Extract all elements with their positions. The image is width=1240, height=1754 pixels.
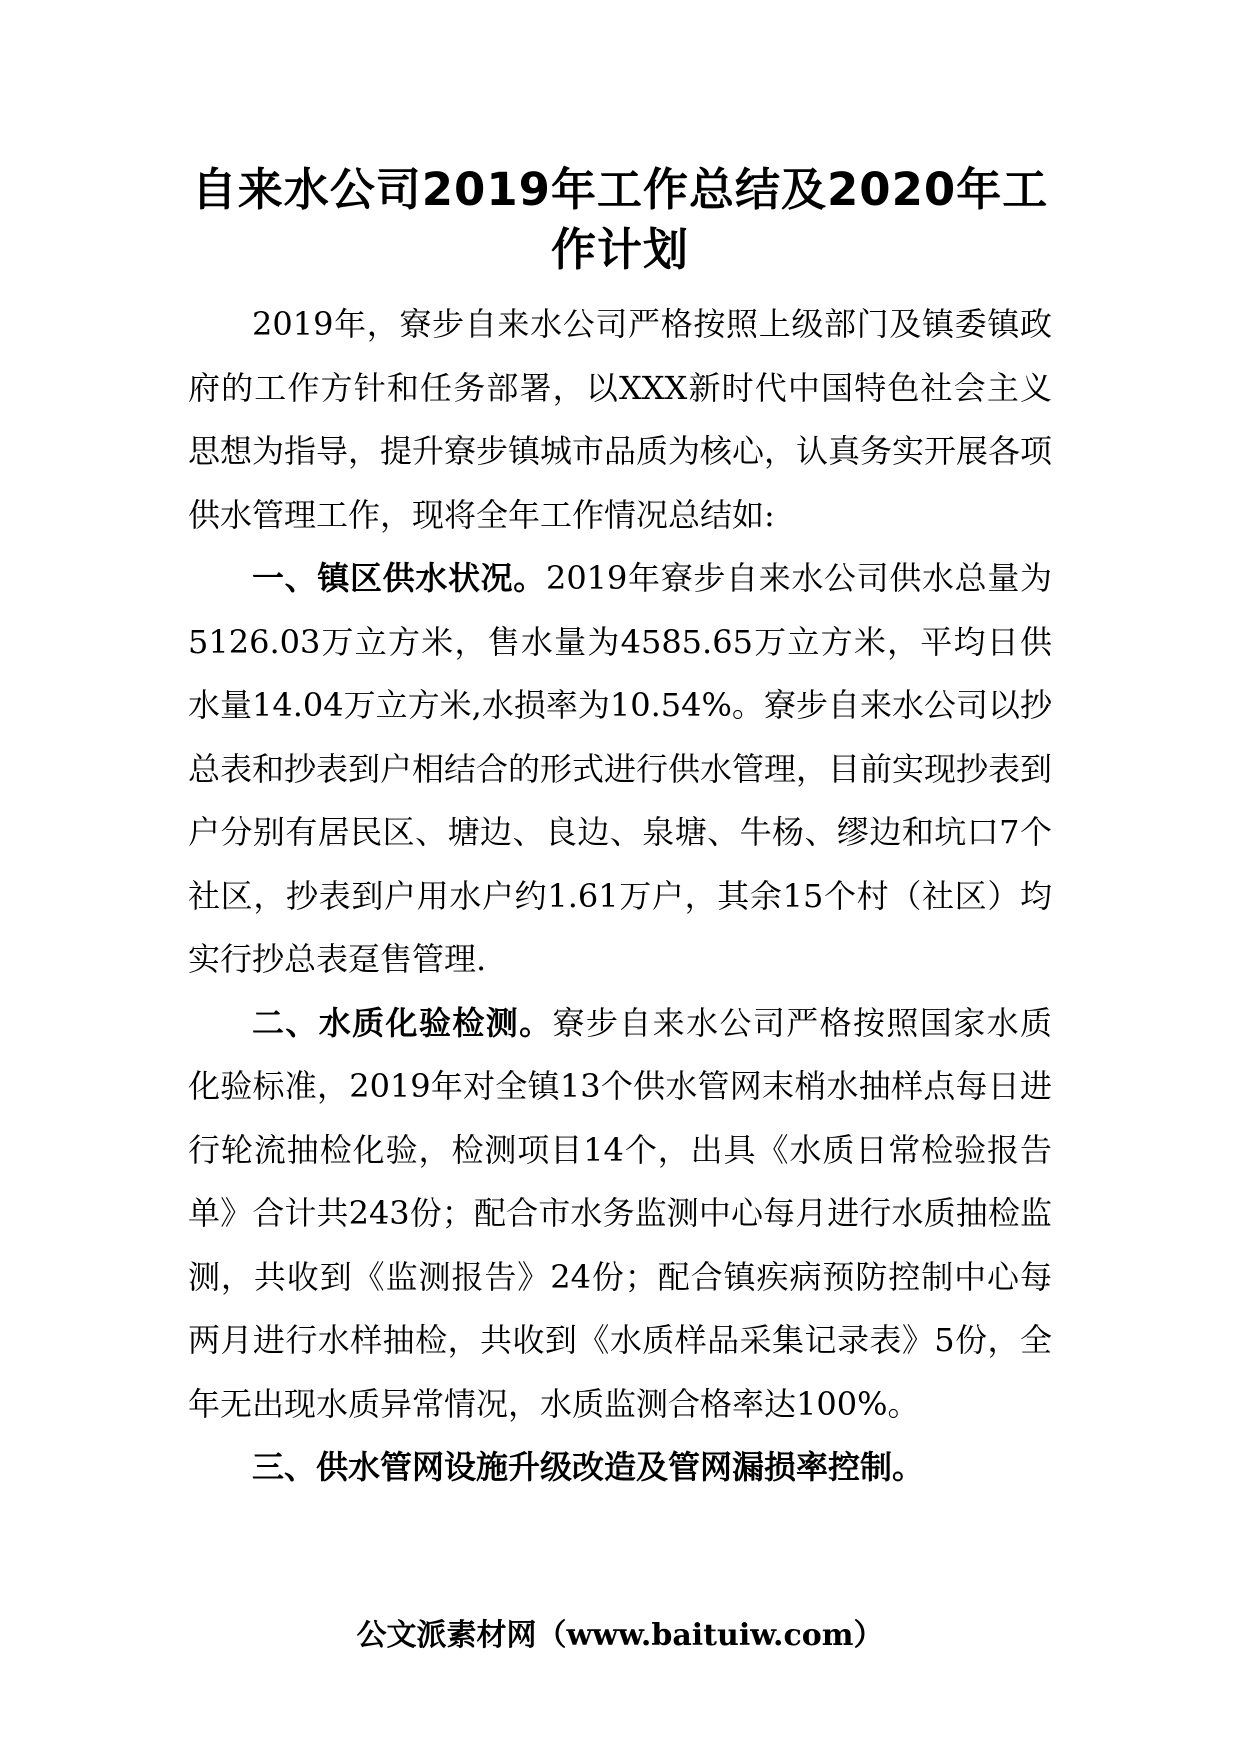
section-paragraph-1 [188, 547, 1052, 992]
section-paragraph-2 [188, 992, 1052, 1437]
document-title: 自来水公司2019年工作总结及2020年工作计划 [191, 163, 1049, 276]
section-heading-3: 三、供水管网设施升级改造及管网漏损率控制。 [252, 1448, 925, 1486]
document-body [188, 293, 1052, 1500]
section-heading-1: 一、镇区供水状况。 [252, 559, 546, 597]
section-text-1: 2019年寮步自来水公司供水总量为5126.03万立方米，售水量为4585.65万立方米，平均日供水量14.04万立方米,水损率为10.54%。寮步自来水公司以抄总表和抄表到户相结合的形式进行供水管理，目前实现抄表到户分别有居民区、塘边、良边、泉塘、牛杨、缪边和坑口7个社区，抄表到户用水户约1.61万户，其余15个村（社区）均实行抄总表趸售管理. [188, 559, 1053, 978]
section-text-2: 寮步自来水公司严格按照国家水质化验标准，2019年对全镇13个供水管网末梢水抽样点每日进行轮流抽检化验，检测项目14个，出具《水质日常检验报告单》合计共243份；配合市水务监测中心每月进行水质抽检监测，共收到《监测报告》24份；配合镇疾病预防控制中心每两月进行水样抽检，共收到《水质样品采集记录表》5份，全年无出现水质异常情况，水质监测合格率达100%。 [188, 1003, 1052, 1423]
intro-paragraph: 2019年，寮步自来水公司严格按照上级部门及镇委镇政府的工作方针和任务部署，以XXX新时代中国特色社会主义思想为指导，提升寮步镇城市品质为核心，认真务实开展各项供水管理工作，现将全年工作情况总结如: [188, 305, 1053, 534]
footer-watermark: 公文派素材网（www.baituiw.com） [356, 1618, 884, 1653]
section-heading-2: 二、水质化验检测。 [252, 1003, 553, 1042]
